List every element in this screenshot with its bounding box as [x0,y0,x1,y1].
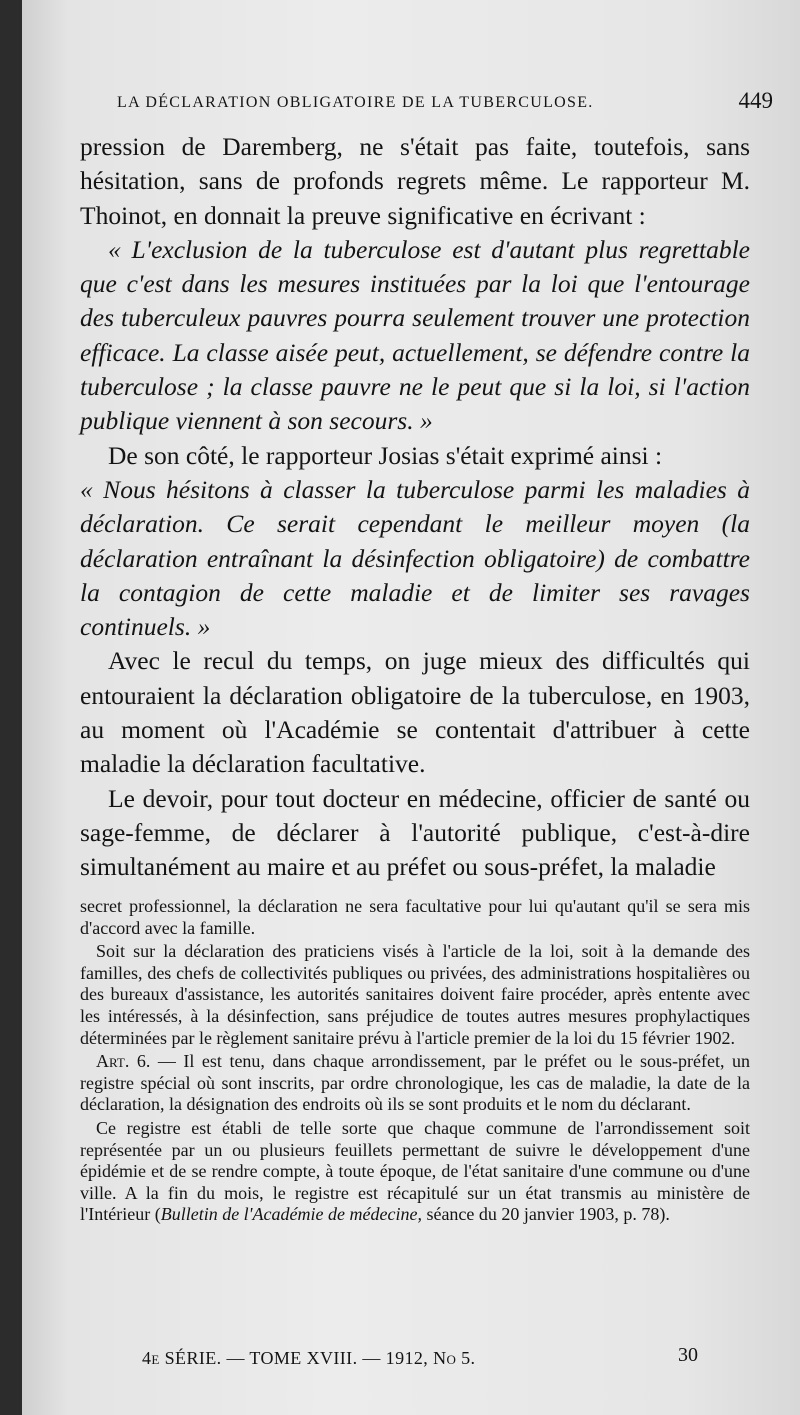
article-label: Art. 6. — [96,1051,176,1072]
main-text [80,130,750,885]
running-title: LA DÉCLARATION OBLIGATOIRE DE LA TUBERCULOSE. [117,94,594,111]
book-page [22,0,800,1415]
volume-signature: 4e SÉRIE. — TOME XVIII. — 1912, No 5. [142,1348,476,1368]
bulletin-citation: Bulletin de l'Académie de médecine, [160,1204,422,1225]
page-number: 449 [738,88,773,113]
paragraph-continuation: pression de Daremberg, ne s'était pas faite, toutefois, sans hésitation, sans de profonds regrets même. Le rapporteur M. Thoinot, en donnait la preuve significative en écrivant : [80,132,750,230]
paragraph-recul: Avec le recul du temps, on juge mieux des difficultés qui entouraient la déclaration obligatoire de la tuberculose, en 1903, au moment où l'Académie se contentait d'attribuer à cette maladie la déclaration facultative. [80,646,750,779]
quote-thoinot: « L'exclusion de la tuberculose est d'autant plus regrettable que c'est dans les mesures instituées par la loi que l'entourage des tuberculeux pauvres pourra seulement trouver une protection efficace. La classe aisée peut, actuellement, se défendre contre la tuberculose ; la classe pauvre ne le peut que si la loi, si l'action publique viennent à son secours. » [80,234,750,436]
page-footer [80,1344,750,1374]
footnote-continuation: secret professionnel, la déclaration ne sera facultative pour lui qu'autant qu'il se sera mis d'accord avec la famille. [80,896,750,938]
sheet-number: 30 [678,1344,698,1366]
running-head [117,88,777,118]
registre-text: Ce registre est établi de telle sorte que chaque commune de l'arrondissement soit représentée par un ou plusieurs feuillets permettant de suivre le développement d'une épidémie et de se rendre compte, à toute époque, de l'état sanitaire d'une commune ou d'une ville. A la fin du mois, le registre est récapitulé sur un état transmis au ministère de l'Intérieur ( [80,1117,750,1225]
footnote-desinfection: Soit sur la déclaration des praticiens visés à l'article de la loi, soit à la demande des familles, des chefs de collectivités publiques ou privées, des administrations hospitalières ou des bureaux d'assistance, les autorités sanitaires doivent faire procéder, après entente avec les intéressés, à la désinfection, sans préjudice de toutes autres mesures prophylactiques déterminées par le règlement sanitaire prévu à l'article premier de la loi du 15 février 1902. [80,941,750,1048]
registre-text-end: séance du 20 janvier 1903, p. 78). [421,1204,670,1225]
paragraph-devoir: Le devoir, pour tout docteur en médecine, officier de santé ou sage-femme, de déclarer à l'autorité publique, c'est-à-dire simultanément au maire et au préfet ou sous-préfet, la maladie [80,783,750,882]
article-6-text: Il est tenu, dans chaque arrondissement, par le préfet ou le sous-préfet, un registre spécial où sont inscrits, par ordre chronologique, les cas de maladie, la date de la déclaration, la désignation des endroits où ils se sont produits et le nom du déclarant. [80,1051,750,1115]
footnote-registre [80,1118,750,1226]
footnotes [80,896,750,1228]
paragraph-josias-intro: De son côté, le rapporteur Josias s'était exprimé ainsi : [108,440,663,470]
quote-josias: « Nous hésitons à classer la tuberculose parmi les maladies à déclaration. Ce serait cependant le meilleur moyen (la déclaration entraînant la désinfection obligatoire) de combattre la contagion de cette maladie et de limiter ses ravages continuels. » [80,474,750,642]
footnote-article-6 [80,1051,750,1116]
